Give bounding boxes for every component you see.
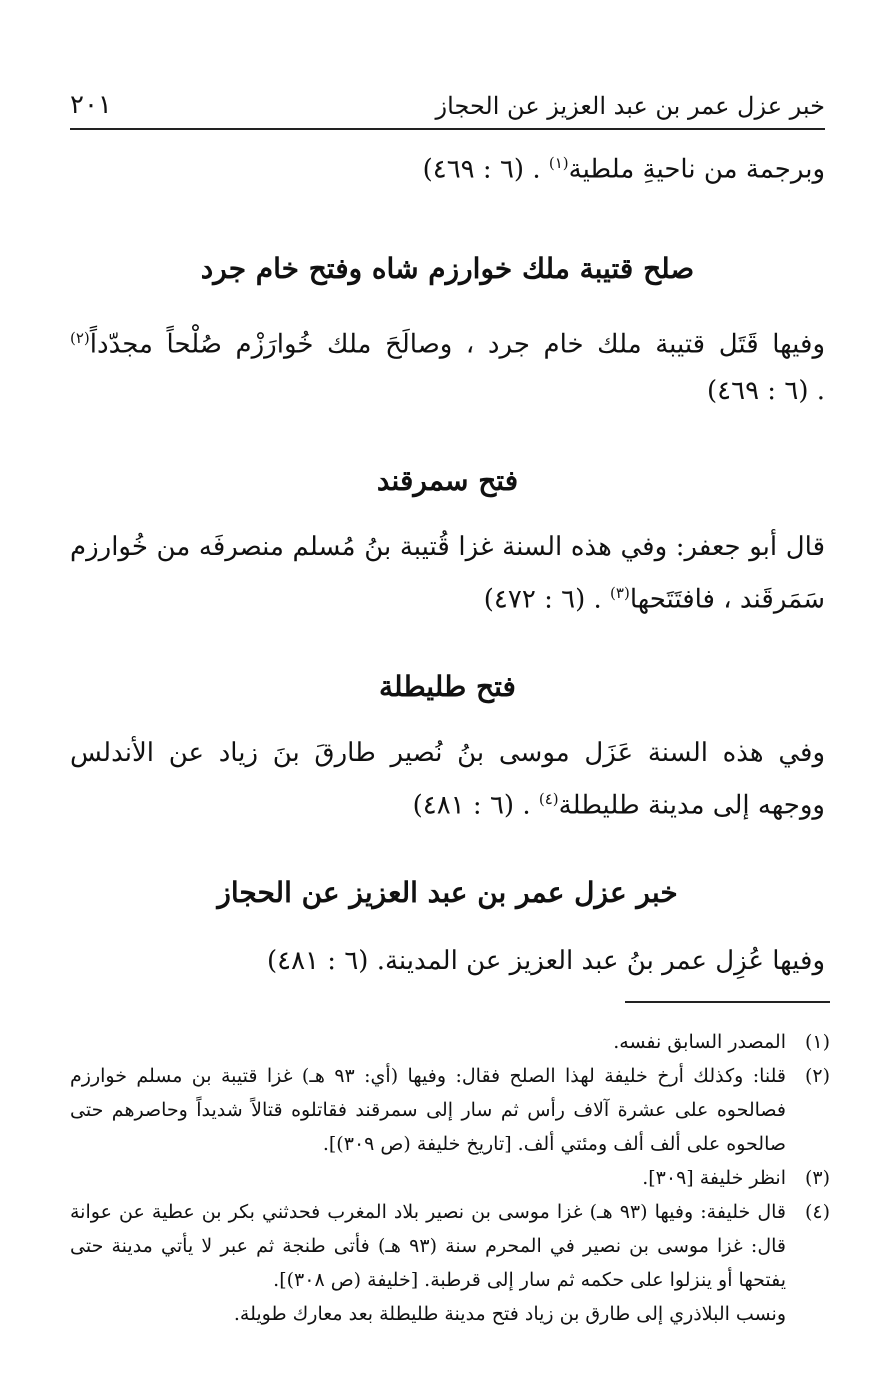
footnotes — [70, 1025, 830, 1331]
footnote-marker: (٢) — [70, 329, 90, 347]
page-number: ٢٠١ — [70, 90, 112, 120]
section-heading: فتح طليطلة — [379, 670, 516, 703]
footnote-text: المصدر السابق نفسه. — [613, 1031, 786, 1053]
section-text: وفي هذه السنة عَزَل موسى بنُ نُصير طارقَ بنَ زياد عن الأندلس ووجهه إلى مدينة طليطلة — [70, 738, 825, 821]
footnote-marker: (٣) — [610, 584, 630, 602]
footnote-number: (١) — [804, 1031, 830, 1053]
section-paragraph — [70, 524, 825, 623]
footnote-text: قال خليفة: وفيها (٩٣ هـ) غزا موسى بن نصير بلاد المغرب فحدثني بكر بن عطية عن عوانة قال: غزا موسى بن نصير في المحرم سنة (٩٣ هـ) فأتى طنجة ثم عبر لا يأتي مدينة حتى يفتحها أو ينزلوا على حكمه ثم سار إلى قرطبة. [خليفة (ص ٣٠٨)]. — [70, 1201, 787, 1291]
footnote-divider — [625, 1001, 830, 1003]
source-reference: . (٦ : ٤٦٩) — [706, 375, 825, 406]
section-paragraph — [70, 938, 825, 984]
section-heading: صلح قتيبة ملك خوارزم شاه وفتح خام جرد — [200, 252, 695, 285]
footnote-marker: (٤) — [538, 790, 559, 808]
footnote — [70, 1025, 830, 1059]
footnote-number: (٣) — [804, 1167, 830, 1189]
section-text: وفيها عُزِل عمر بنُ عبد العزيز عن المدينة. — [376, 946, 825, 976]
running-header — [70, 88, 825, 130]
footnote-continuation: ونسب البلاذري إلى طارق بن زياد فتح مدينة طليطلة بعد معارك طويلة. — [233, 1303, 786, 1325]
footnote-marker: (١) — [548, 154, 569, 172]
footnote-text: قلنا: وكذلك أرخ خليفة لهذا الصلح فقال: وفيها (أي: ٩٣ هـ) غزا قتيبة بن مسلم خوارزم فصالحوه على عشرة آلاف رأس ثم سار إلى سمرقند فقاتلوه قتالاً شديداً وحاصرهم حتى صالحوه على ألف ألف ومئتي ألف. [تاريخ خليفة (ص ٣٠٩)]. — [70, 1065, 786, 1155]
section-text: قال أبو جعفر: وفي هذه السنة غزا قُتيبة بنُ مُسلم منصرفَه من خُوارزم سَمَرقَند ، فافتَتَحها — [70, 532, 825, 615]
intro-paragraph — [70, 140, 825, 193]
section-heading: فتح سمرقند — [376, 464, 519, 497]
source-reference: . (٦ : ٤٦٩) — [422, 154, 541, 185]
section-paragraph — [70, 730, 825, 829]
section-text: وفيها قَتَل قتيبة ملك خام جرد ، وصالَحَ ملك خُوارَزْم صُلْحاً مجدّداً — [89, 329, 825, 360]
source-reference: . (٦ : ٤٨١) — [412, 790, 531, 821]
source-reference: (٦ : ٤٨١) — [266, 946, 369, 976]
footnote-text: انظر خليفة [٣٠٩]. — [642, 1167, 786, 1189]
footnote-number: (٢) — [804, 1065, 830, 1087]
running-title: خبر عزل عمر بن عبد العزيز عن الحجاز — [435, 92, 825, 120]
intro-text: وبرجمة من ناحيةِ ملطية — [568, 154, 825, 185]
source-reference: . (٦ : ٤٧٢) — [483, 584, 602, 615]
section-paragraph — [70, 315, 825, 414]
footnote — [70, 1195, 830, 1297]
footnote — [70, 1059, 830, 1161]
section-heading: خبر عزل عمر بن عبد العزيز عن الحجاز — [217, 876, 678, 909]
footnote-number: (٤) — [804, 1201, 830, 1223]
footnote — [70, 1161, 830, 1195]
